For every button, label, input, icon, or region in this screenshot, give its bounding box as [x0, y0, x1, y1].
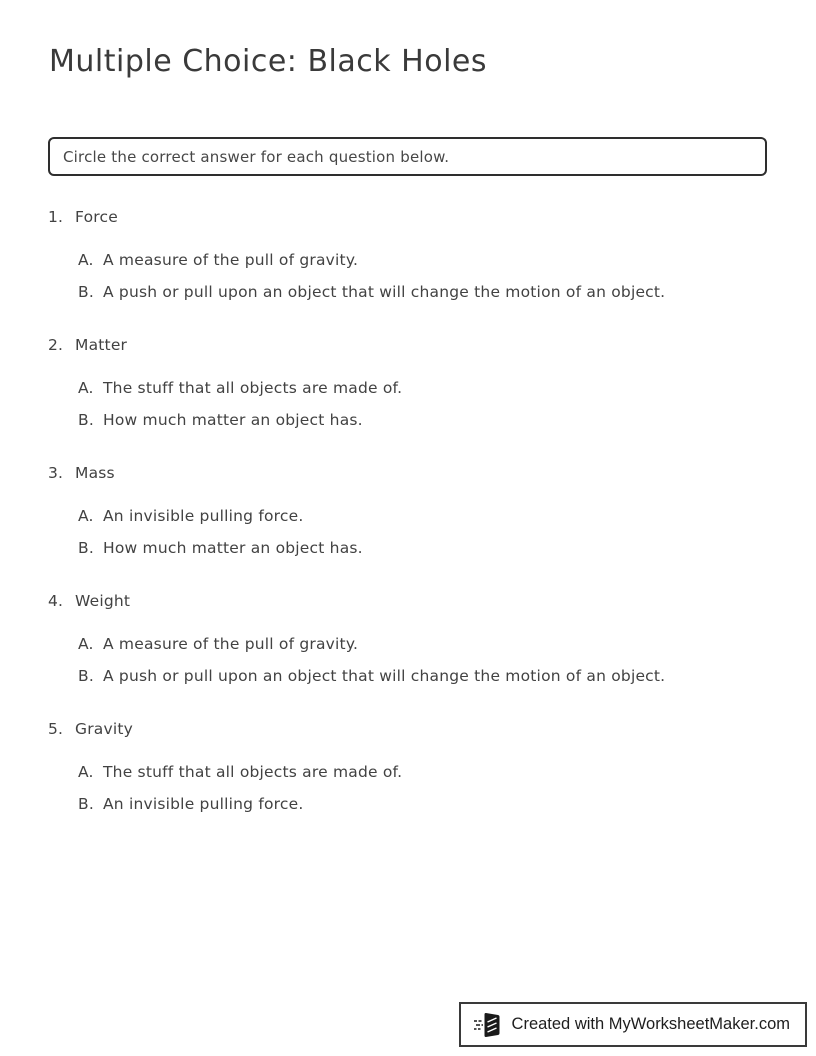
option-text: How much matter an object has. — [103, 539, 363, 557]
option-list — [78, 634, 768, 686]
option-text: A push or pull upon an object that will change the motion of an object. — [103, 283, 666, 301]
answer-option[interactable] — [78, 634, 768, 654]
option-letter: A. — [78, 763, 94, 781]
option-letter: B. — [78, 539, 94, 557]
option-text: How much matter an object has. — [103, 411, 363, 429]
option-text: The stuff that all objects are made of. — [103, 379, 403, 397]
option-text: A measure of the pull of gravity. — [103, 635, 359, 653]
option-letter: B. — [78, 795, 94, 813]
question-title: Force — [75, 208, 118, 226]
option-letter: B. — [78, 411, 94, 429]
question-number: 1. — [48, 208, 64, 226]
question-item — [48, 335, 768, 430]
option-letter: A. — [78, 635, 94, 653]
question-item — [48, 591, 768, 686]
question-title-row — [48, 463, 768, 483]
instruction-box — [48, 137, 767, 176]
answer-option[interactable] — [78, 794, 768, 814]
page-title: Multiple Choice: Black Holes — [49, 44, 487, 79]
answer-option[interactable] — [78, 378, 768, 398]
option-text: A measure of the pull of gravity. — [103, 251, 359, 269]
option-text: An invisible pulling force. — [103, 507, 304, 525]
option-list — [78, 506, 768, 558]
option-text: The stuff that all objects are made of. — [103, 763, 403, 781]
question-number: 2. — [48, 336, 64, 354]
answer-option[interactable] — [78, 666, 768, 686]
option-text: A push or pull upon an object that will change the motion of an object. — [103, 667, 666, 685]
option-letter: B. — [78, 667, 94, 685]
question-title-row — [48, 719, 768, 739]
question-number: 3. — [48, 464, 64, 482]
option-letter: A. — [78, 507, 94, 525]
answer-option[interactable] — [78, 250, 768, 270]
question-item — [48, 719, 768, 814]
option-list — [78, 250, 768, 302]
question-list — [48, 207, 768, 847]
question-title: Mass — [75, 464, 115, 482]
question-title: Weight — [75, 592, 131, 610]
question-number: 5. — [48, 720, 64, 738]
answer-option[interactable] — [78, 506, 768, 526]
option-letter: A. — [78, 251, 94, 269]
question-title: Gravity — [75, 720, 134, 738]
option-list — [78, 378, 768, 430]
option-letter: B. — [78, 283, 94, 301]
answer-option[interactable] — [78, 538, 768, 558]
answer-option[interactable] — [78, 762, 768, 782]
question-item — [48, 207, 768, 302]
question-number: 4. — [48, 592, 64, 610]
question-title-row — [48, 591, 768, 611]
question-title-row — [48, 335, 768, 355]
instruction-text: Circle the correct answer for each question below. — [63, 147, 450, 166]
question-title: Matter — [75, 336, 128, 354]
option-list — [78, 762, 768, 814]
question-item — [48, 463, 768, 558]
worksheet-maker-badge[interactable] — [459, 1002, 807, 1047]
answer-option[interactable] — [78, 410, 768, 430]
worksheet-maker-logo-icon — [473, 1010, 503, 1040]
option-text: An invisible pulling force. — [103, 795, 304, 813]
question-title-row — [48, 207, 768, 227]
footer-credit-text: Created with MyWorksheetMaker.com — [511, 1015, 790, 1033]
answer-option[interactable] — [78, 282, 768, 302]
option-letter: A. — [78, 379, 94, 397]
